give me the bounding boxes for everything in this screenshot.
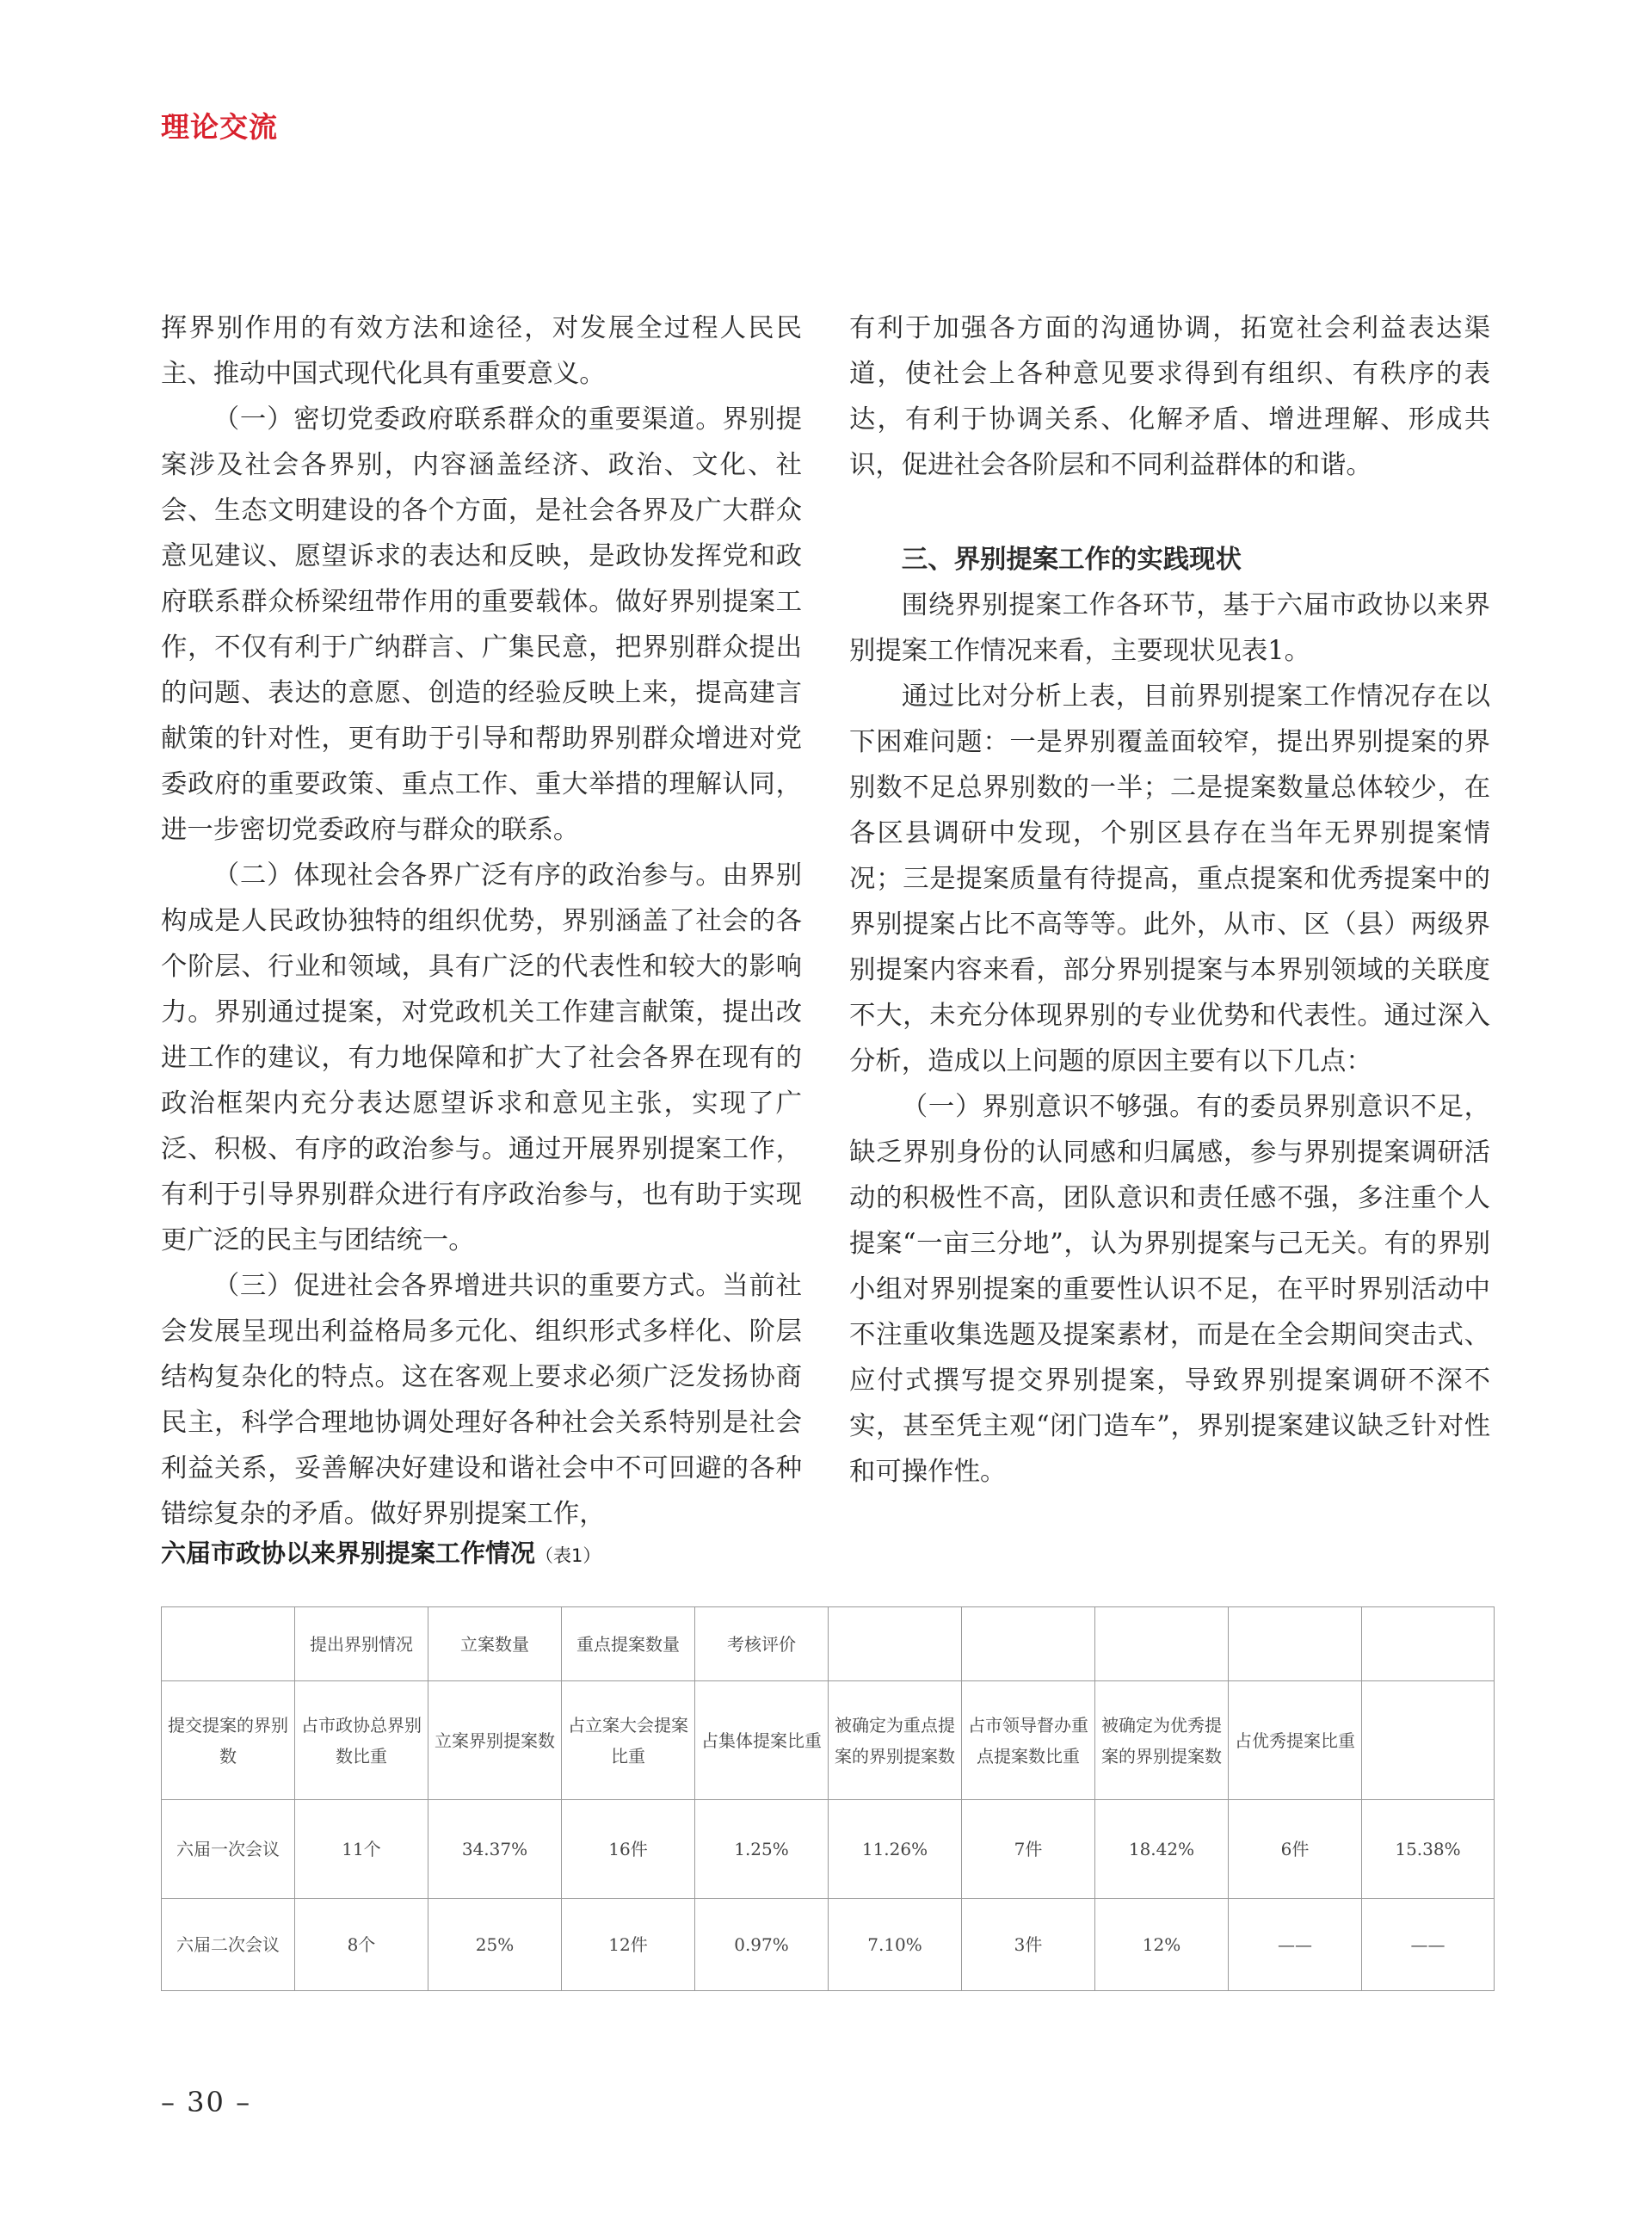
table-title-note: （表1）	[535, 1545, 601, 1566]
table-cell: 11个	[295, 1800, 428, 1899]
table-group-header-row	[162, 1607, 1495, 1681]
table-cell: 34.37%	[428, 1800, 562, 1899]
table-header-cell: 占集体提案比重	[695, 1681, 829, 1800]
table-header-cell: 立案数量	[428, 1607, 562, 1681]
paragraph: （三）促进社会各界增进共识的重要方式。当前社会发展呈现出利益格局多元化、组织形式多样化、阶层结构复杂化的特点。这在客观上要求必须广泛发扬协商民主，科学合理地协调处理好各种社会关系特别是社会利益关系，妥善解决好建设和谐社会中不可回避的各种错综复杂的矛盾。做好界别提案工作，	[161, 1271, 802, 1529]
paragraph: 有利于加强各方面的沟通协调，拓宽社会利益表达渠道，使社会上各种意见要求得到有组织、有秩序的表达，有利于协调关系、化解矛盾、增进理解、形成共识，促进社会各阶层和不同利益群体的和谐。	[849, 313, 1490, 480]
table-cell: 16件	[562, 1800, 695, 1899]
table-header-cell: 占市领导督办重点提案数比重	[962, 1681, 1095, 1800]
table-cell: 25%	[428, 1899, 562, 1991]
table-cell: 六届一次会议	[162, 1800, 295, 1899]
page-number: – 30 –	[161, 2086, 252, 2118]
table-header-cell	[829, 1607, 962, 1681]
right-text-column	[849, 305, 1490, 1495]
table-cell: 11.26%	[829, 1800, 962, 1899]
table-cell: 6件	[1229, 1800, 1362, 1899]
table-cell: 0.97%	[695, 1899, 829, 1991]
table-cell: 7.10%	[829, 1899, 962, 1991]
section-tag: 理论交流	[161, 110, 278, 144]
table-header-cell: 提交提案的界别数	[162, 1681, 295, 1800]
table-cell: 8个	[295, 1899, 428, 1991]
table-row	[162, 1899, 1495, 1991]
table-cell: 12件	[562, 1899, 695, 1991]
table-header-cell: 占市政协总界别数比重	[295, 1681, 428, 1800]
table-cell: 1.25%	[695, 1800, 829, 1899]
table-header-cell	[962, 1607, 1095, 1681]
table-header-cell: 被确定为重点提案的界别提案数	[829, 1681, 962, 1800]
table-cell: 六届二次会议	[162, 1899, 295, 1991]
table-header-cell: 占立案大会提案比重	[562, 1681, 695, 1800]
table-cell: 12%	[1095, 1899, 1229, 1991]
paragraph: （二）体现社会各界广泛有序的政治参与。由界别构成是人民政协独特的组织优势，界别涵盖了社会的各个阶层、行业和领域，具有广泛的代表性和较大的影响力。界别通过提案，对党政机关工作建言献策，提出改进工作的建议，有力地保障和扩大了社会各界在现有的政治框架内充分表达愿望诉求和意见主张，实现了广泛、积极、有序的政治参与。通过开展界别提案工作，有利于引导界别群众进行有序政治参与，也有助于实现更广泛的民主与团结统一。	[161, 860, 802, 1255]
table-header-cell: 考核评价	[695, 1607, 829, 1681]
table-cell: ——	[1229, 1899, 1362, 1991]
table-header-cell: 提出界别情况	[295, 1607, 428, 1681]
section-heading: 三、界别提案工作的实践现状	[901, 545, 1242, 575]
data-table	[161, 1606, 1495, 1991]
table-cell: 7件	[962, 1800, 1095, 1899]
table-header-cell	[1362, 1607, 1495, 1681]
table-title	[161, 1534, 601, 1569]
table-header-cell: 重点提案数量	[562, 1607, 695, 1681]
table-header-cell: 占优秀提案比重	[1229, 1681, 1362, 1800]
paragraph: 挥界别作用的有效方法和途径，对发展全过程人民民主、推动中国式现代化具有重要意义。	[161, 313, 802, 389]
table-header-cell: 立案界别提案数	[428, 1681, 562, 1800]
table-title-text: 六届市政协以来界别提案工作情况	[161, 1538, 536, 1568]
table-row	[162, 1800, 1495, 1899]
table-cell: 3件	[962, 1899, 1095, 1991]
paragraph: （一）界别意识不够强。有的委员界别意识不足，缺乏界别身份的认同感和归属感，参与界别提案调研活动的积极性不高，团队意识和责任感不强，多注重个人提案“一亩三分地”，认为界别提案与己无关。有的界别小组对界别提案的重要性认识不足，在平时界别活动中不注重收集选题及提案素材，而是在全会期间突击式、应付式撰写提交界别提案，导致界别提案调研不深不实，甚至凭主观“闭门造车”，界别提案建议缺乏针对性和可操作性。	[849, 1092, 1490, 1487]
table-header-cell	[1362, 1681, 1495, 1800]
table-cell: 15.38%	[1362, 1800, 1495, 1899]
paragraph: 通过比对分析上表，目前界别提案工作情况存在以下困难问题：一是界别覆盖面较窄，提出界别提案的界别数不足总界别数的一半；二是提案数量总体较少，在各区县调研中发现，个别区县存在当年无界别提案情况；三是提案质量有待提高，重点提案和优秀提案中的界别提案占比不高等等。此外，从市、区（县）两级界别提案内容来看，部分界别提案与本界别领域的关联度不大，未充分体现界别的专业优势和代表性。通过深入分析，造成以上问题的原因主要有以下几点：	[849, 681, 1490, 1076]
table-header-cell	[1229, 1607, 1362, 1681]
table-cell: 18.42%	[1095, 1800, 1229, 1899]
table-header-cell	[162, 1607, 295, 1681]
table-subheader-row	[162, 1681, 1495, 1800]
table-cell: ——	[1362, 1899, 1495, 1991]
table-header-cell	[1095, 1607, 1229, 1681]
paragraph: 围绕界别提案工作各环节，基于六届市政协以来界别提案工作情况来看，主要现状见表1。	[849, 590, 1490, 666]
paragraph: （一）密切党委政府联系群众的重要渠道。界别提案涉及社会各界别，内容涵盖经济、政治、文化、社会、生态文明建设的各个方面，是社会各界及广大群众意见建议、愿望诉求的表达和反映，是政协发挥党和政府联系群众桥梁纽带作用的重要载体。做好界别提案工作，不仅有利于广纳群言、广集民意，把界别群众提出的问题、表达的意愿、创造的经验反映上来，提高建言献策的针对性，更有助于引导和帮助界别群众增进对党委政府的重要政策、重点工作、重大举措的理解认同，进一步密切党委政府与群众的联系。	[161, 404, 802, 845]
table-header-cell: 被确定为优秀提案的界别提案数	[1095, 1681, 1229, 1800]
left-text-column	[161, 305, 802, 1537]
